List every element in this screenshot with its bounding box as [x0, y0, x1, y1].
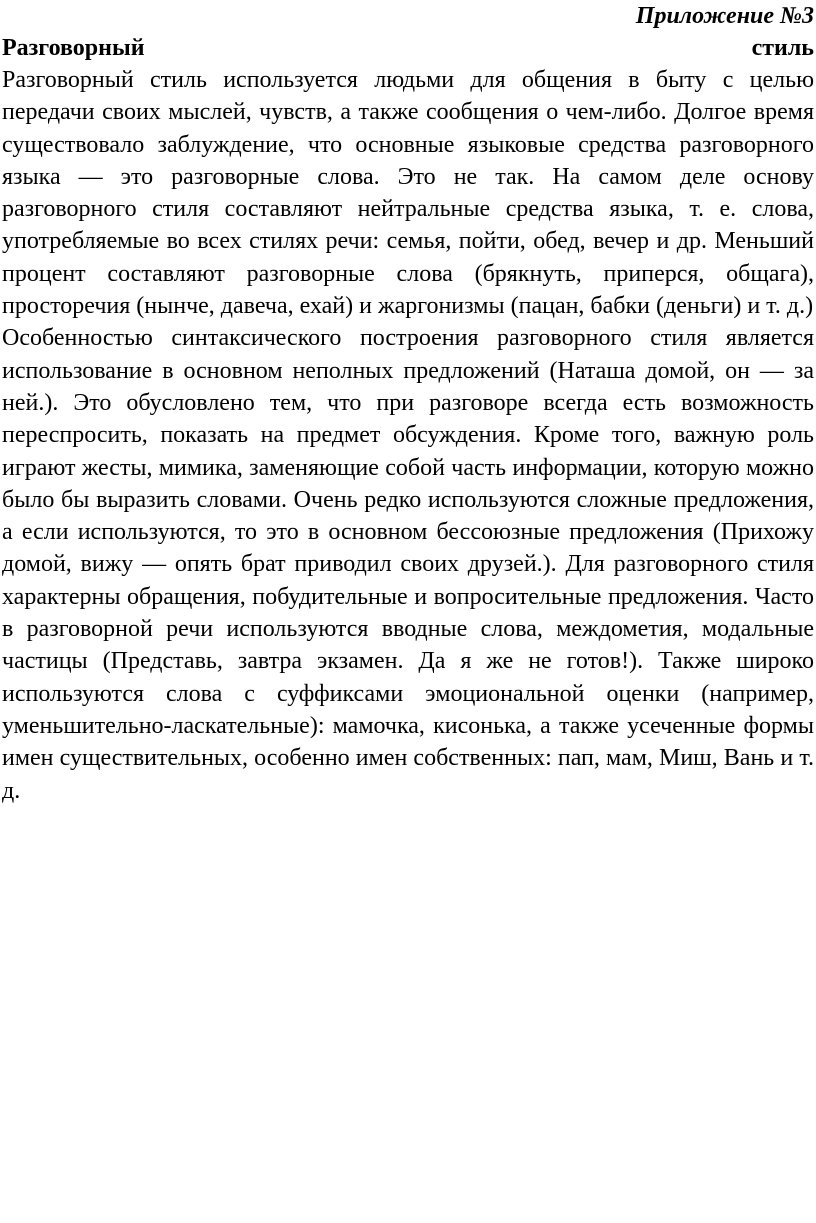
heading-word-1: Разговорный — [2, 35, 145, 61]
paragraph-1: Разговорный стиль используется людьми для общения в быту с целью передачи своих мыслей, чувств, а также сообщения о чем-либо. Долгое время существовало заблуждение, что основные языковые средства разговорного языка — это разговорные слова. Это не так. На самом деле основу разговорного стиля составляют нейтральные средства языка, т. е. слова, употребляемые во всех стилях речи: семья, пойти, обед, вечер и др. Меньший процент составляют разговорные слова (брякнуть, приперся, общага), просторечия (нынче, давеча, ехай) и жаргонизмы (пацан, бабки (деньги) и т. д.) — [2, 67, 814, 320]
section-heading — [2, 32, 814, 64]
document-page — [2, 0, 814, 807]
paragraph-2: Особенностью синтаксического построения разговорного стиля является использование в основном неполных предложений (Наташа домой, он — за ней.). Это обусловлено тем, что при разговоре всегда есть возможность переспросить, показать на предмет обсуждения. Кроме того, важную роль играют жесты, мимика, заменяющие собой часть информации, которую можно было бы выразить словами. Очень редко используются сложные предложения, а если используются, то это в основном бессоюзные предложения (Прихожу домой, вижу — опять брат приводил своих друзей.). Для разговорного стиля характерны обращения, побудительные и вопросительные предложения. Часто в разговорной речи используются вводные слова, междометия, модальные частицы (Представь, завтра экзамен. Да я же не готов!). Также широко используются слова с суффиксами эмоциональной оценки (например, уменьшительно-ласкательные): мамочка, кисонька, а также усеченные формы имен существительных, особенно имен собственных: пап, мам, Миш, Вань и т. д. — [2, 325, 814, 804]
appendix-label: Приложение №3 — [635, 3, 814, 29]
heading-word-2: стиль — [751, 35, 814, 61]
